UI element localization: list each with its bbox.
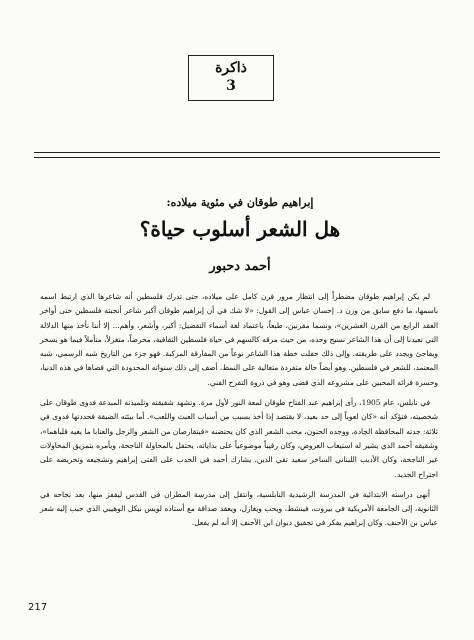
paragraph-3: أنهى دراسته الابتدائية في المدرسة الرشيدية النابلسية، وانتقل إلى مدرسة المطران في القدس ليقفز منها، بعد نجاحه في الثانوية، إلى الجامعة الأمريكية في بيروت، فينشط، ويحب ويغازل، ويعقد صداقة مع أستاذه لويس نيكل الوهيبي الذي حبب إليه شعر عباس بن الأحنف. وكان إبراهيم يفكر في تحقيق ديوان ابن الأحنف إلا أنه لم يفعل.	[40, 489, 438, 528]
author-name: أحمد دحبور	[209, 259, 271, 274]
page-number: 217	[28, 602, 48, 613]
chapter-title: ذاكرة	[215, 60, 247, 76]
chapter-box	[188, 55, 274, 101]
paragraph-2: في نابلس، عام 1905، رأى إبراهيم عبد الفتاح طوقان لمعة النور لأول مرة. وتشهد شقيقته وتلميذته المبدعة فدوى طوقان على شخصيته، فتؤكد أنه «كان لعوباً إلى حد بعيد، لا يقتصد إذا أخذ بسبب من أسباب العبث واللعب». أما بيئته الضيقة فحددتها فدوى في ثلاثة: جدته المحافظة الجادة، ووجده الحنون، محب الشعر الذي كان يحتضنه «فيتقارصان من الشعر والزجل والعتابا ما يعيه قلباهما»، وشقيقه أحمد الذي يشير له استيعاب العروض، وكان رقيباً موضوعياً على بداياته، يحتفل بالمحاولة الناجحة، ويأمره بتمزيق المحاولات غير الناجحة، وكان الأديب اللبناني الساخر سعيد تقي الدين، يشارك أحمد في الحدب على الفتى إبراهيم وتشجيعه وتحريضه على اجتراح الجديد.	[40, 398, 438, 479]
article-title: هل الشعر أسلوب حياة؟	[139, 217, 341, 241]
article-body	[40, 290, 438, 537]
chapter-number: 3	[226, 78, 236, 94]
paragraph-1: لم يكن إبراهيم طوقان مضطراً إلى انتظار مرور قرن كامل على ميلاده، حتى تدرك فلسطين أنه شاعرها الذي ارتبط اسمه باسمها، ما دفع سابق من وزن د. إحسان عباس إلى القول: «لا شك في أن إبراهيم طوقان أكبر شاعر أنجبته فلسطين حتى أواخر العقد الرابع من القرن العشرين»، ونسما مقرنين، طبعاً، باعتماد لغة أسماء التفضيل: أكبر، وأشعر، وأهم... إلا أننا نأخذ منها الدلالة التي تعيدنا إلى أن هذا الشاعر نسيج وحده، من حيث مرقه كالسهم في حياة فلسطين الثقافية، محرضاً، متغزلاً، متأملاً فيما هو يسخر ويفاجئ ويجدد على طريقته. وإلى ذلك حفلت خطة هذا الشاعر نوعاً من المفارقة المركبة. فهو جزء من التاريخ شبه الرسمي، شبه المعتمد، للشعر في فلسطين. وهو أيضاً حالة متفردة متعالية على النمط. أضف إلى ذلك سنواته المحدودة التي قضاها في هذه الدنيا، وحسرة قرائه المحبين على مشروعه الذي قضى وهو في ذروة التفرح الفني.	[40, 292, 438, 387]
article-supertitle: إبراهيم طوقان في مئوية ميلاده:	[166, 196, 314, 209]
double-rule-divider	[34, 152, 440, 158]
